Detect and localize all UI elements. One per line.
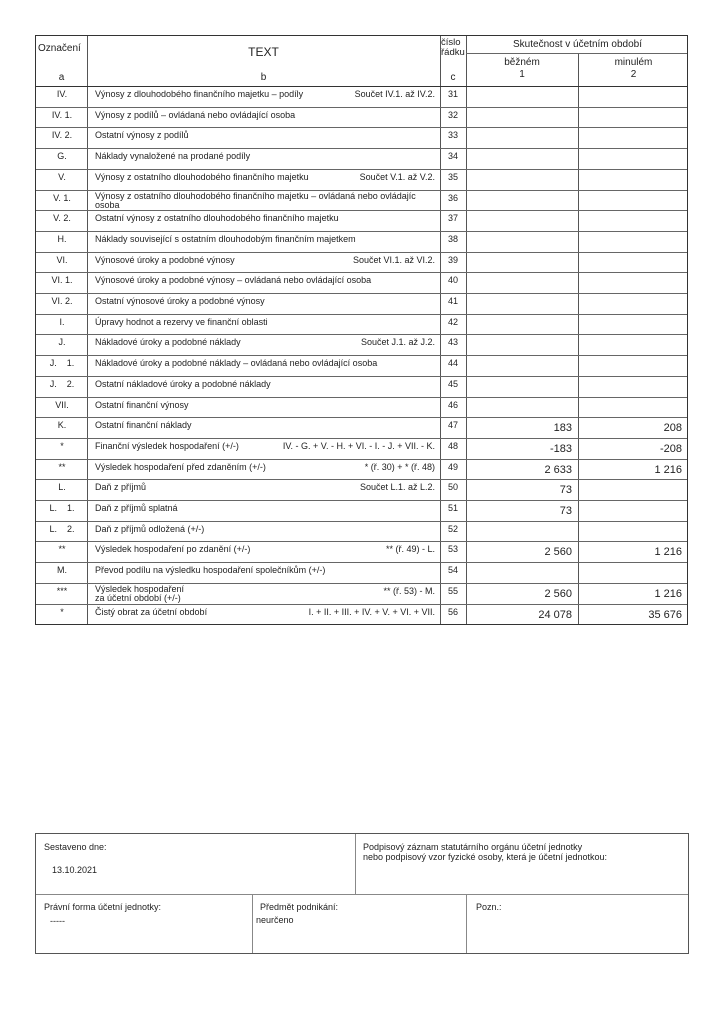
header-minule-num: 2 [630, 69, 637, 80]
row-mark: J. [58, 337, 66, 348]
row-text: Výnosy z podílů – ovládaná nebo ovládající osoba [95, 109, 296, 120]
row-text: Výsledek hospodaření před zdaněním (+/-) [95, 461, 266, 472]
row-mark: VI. [56, 254, 68, 265]
row-text: Čistý obrat za účetní období [95, 606, 208, 617]
row-mark: IV. 2. [51, 130, 73, 141]
row-mark: ** [58, 544, 66, 555]
row-line-number: 33 [447, 130, 458, 141]
row-line-number: 35 [447, 171, 458, 182]
row-mark: K. [57, 420, 67, 431]
header-skutecnost: Skutečnost v účetním období [513, 39, 642, 50]
row-line-number: 53 [447, 544, 458, 555]
row-text: Nákladové úroky a podobné náklady – ovládaná nebo ovládající osoba [95, 358, 378, 369]
row-value-current: 2 633 [544, 463, 572, 476]
row-mark: L. [58, 482, 66, 493]
row-text: Ostatní výnosy z ostatního dlouhodobého finančního majetku [95, 213, 339, 224]
row-text: Náklady související s ostatním dlouhodobým finančním majetkem [95, 233, 356, 244]
row-line-number: 37 [447, 213, 458, 224]
row-formula: I. + II. + III. + IV. + V. + VI. + VII. [308, 606, 435, 617]
row-line-number: 54 [447, 565, 458, 576]
row-mark: VII. [55, 399, 69, 410]
row-text: Výnosy z dlouhodobého finančního majetku – podíly [95, 89, 304, 99]
row-line-number: 41 [447, 296, 458, 306]
row-line-number: 38 [447, 233, 458, 244]
row-text: Úpravy hodnot a rezervy ve finanční oblasti [95, 316, 268, 327]
row-text: Ostatní nákladové úroky a podobné náklady [95, 378, 271, 389]
row-text: Ostatní výnosy z podílů [95, 130, 189, 141]
row-line-number: 43 [447, 337, 458, 348]
header-col-c: c [450, 72, 456, 83]
row-mark: M. [57, 565, 67, 576]
row-text: Výnosy z ostatního dlouhodobého finančního majetku – ovládaná nebo ovládajíc [95, 190, 416, 201]
row-formula: Součet V.1. až V.2. [359, 171, 435, 182]
row-line-number: 44 [447, 358, 458, 369]
row-text-continued: osoba [95, 199, 120, 210]
header-radku: řádku [441, 47, 465, 58]
predmet-label: Předmět podnikání: [260, 902, 339, 912]
row-line-number: 55 [447, 585, 458, 596]
row-value-current: 73 [559, 505, 572, 517]
predmet-value: neurčeno [256, 915, 294, 925]
row-mark: V. 2. [53, 213, 71, 224]
row-formula: Součet J.1. až J.2. [360, 337, 435, 348]
row-line-number: 32 [447, 109, 458, 120]
row-line-number: 36 [447, 192, 458, 203]
row-value-current: 73 [559, 484, 572, 497]
row-text: Finanční výsledek hospodaření (+/-) [95, 440, 239, 451]
row-mark: L. 1. [49, 503, 75, 513]
row-text: Výnosy z ostatního dlouhodobého finančního majetku [95, 171, 309, 182]
row-line-number: 49 [447, 461, 458, 472]
row-value-current: 183 [553, 422, 572, 435]
row-formula: ** (ř. 53) - M. [383, 585, 435, 596]
row-formula: Součet L.1. až L.2. [359, 482, 435, 493]
row-formula: * (ř. 30) + * (ř. 48) [364, 461, 435, 472]
row-text: Výsledek hospodaření po zdanění (+/-) [95, 544, 251, 555]
header-oznaceni: Označení [38, 43, 81, 54]
sestaveno-label: Sestaveno dne: [44, 842, 107, 852]
poznamka-label: Pozn.: [476, 902, 502, 912]
row-value-current: -183 [549, 442, 572, 455]
row-mark: G. [57, 151, 67, 162]
row-formula: ** (ř. 49) - L. [385, 544, 435, 555]
row-mark: ** [58, 461, 66, 472]
row-line-number: 39 [447, 254, 458, 265]
row-text-continued: za účetní období (+/-) [95, 592, 181, 603]
row-line-number: 56 [447, 606, 458, 617]
row-line-number: 40 [447, 275, 458, 286]
row-mark: I. [59, 316, 65, 327]
row-mark: IV. 1. [51, 109, 73, 120]
row-text: Ostatní finanční výnosy [95, 399, 189, 410]
row-line-number: 31 [447, 89, 458, 99]
row-line-number: 50 [447, 482, 458, 493]
row-mark: *** [56, 585, 68, 596]
row-text: Výnosové úroky a podobné výnosy – ovládaná nebo ovládající osoba [95, 275, 372, 286]
row-value-previous: 1 216 [654, 587, 682, 600]
row-mark: VI. 1. [51, 275, 73, 286]
row-mark: H. [57, 233, 67, 244]
sestaveno-date: 13.10.2021 [52, 865, 98, 875]
signature-footer [35, 833, 689, 954]
row-text: Daň z příjmů [95, 482, 147, 493]
row-value-previous: -208 [659, 442, 682, 455]
header-minule: minulém [614, 57, 653, 68]
row-text: Výsledek hospodaření [95, 583, 185, 594]
row-value-previous: 1 216 [654, 546, 682, 559]
header-bezne: běžném [504, 57, 540, 68]
row-text: Výnosové úroky a podobné výnosy [95, 254, 235, 265]
podpis-label-1: Podpisový záznam statutárního orgánu účetní jednotky [363, 842, 583, 852]
row-text: Ostatní výnosové úroky a podobné výnosy [95, 296, 265, 306]
header-cislo: číslo [441, 37, 461, 48]
row-value-previous: 208 [663, 422, 682, 435]
row-line-number: 45 [447, 378, 458, 389]
row-line-number: 42 [447, 316, 458, 327]
row-value-previous: 35 676 [648, 608, 682, 621]
pravni-forma-label: Právní forma účetní jednotky: [44, 902, 162, 912]
row-formula: Součet VI.1. až VI.2. [352, 254, 435, 265]
row-mark: J. 2. [49, 378, 75, 389]
row-text: Ostatní finanční náklady [95, 420, 192, 431]
row-formula: Součet IV.1. až IV.2. [354, 89, 435, 99]
row-mark: * [60, 606, 64, 617]
header-bezne-num: 1 [519, 69, 525, 80]
row-mark: L. 2. [49, 523, 75, 534]
row-text: Náklady vynaložené na prodané podíly [95, 151, 251, 162]
row-line-number: 34 [447, 151, 458, 162]
podpis-label-2: nebo podpisový vzor fyzické osoby, která je účetní jednotkou: [363, 852, 607, 862]
row-text: Daň z příjmů odložená (+/-) [95, 523, 205, 534]
row-value-current: 2 560 [544, 587, 572, 600]
row-line-number: 47 [447, 420, 458, 431]
pravni-forma-value: ----- [50, 916, 65, 926]
row-value-current: 2 560 [544, 546, 572, 559]
row-value-previous: 1 216 [654, 463, 682, 476]
row-text: Daň z příjmů splatná [95, 503, 178, 513]
income-statement-table [35, 35, 688, 625]
header-col-a: a [58, 72, 65, 83]
row-text: Převod podílu na výsledku hospodaření společníkům (+/-) [95, 565, 326, 576]
row-mark: * [60, 440, 64, 451]
row-value-current: 24 078 [538, 608, 572, 621]
row-line-number: 48 [447, 440, 458, 451]
row-mark: VI. 2. [51, 296, 73, 306]
row-line-number: 51 [447, 503, 458, 513]
row-mark: V. [58, 171, 66, 182]
row-line-number: 46 [447, 399, 458, 410]
header-col-b: b [260, 72, 267, 83]
row-text: Nákladové úroky a podobné náklady [95, 337, 241, 348]
row-formula: IV. - G. + V. - H. + VI. - I. - J. + VII. - K. [282, 440, 435, 451]
row-mark: IV. [56, 89, 68, 99]
row-mark: V. 1. [53, 192, 71, 203]
header-text: TEXT [248, 45, 279, 59]
row-line-number: 52 [447, 523, 458, 534]
row-mark: J. 1. [49, 358, 75, 369]
